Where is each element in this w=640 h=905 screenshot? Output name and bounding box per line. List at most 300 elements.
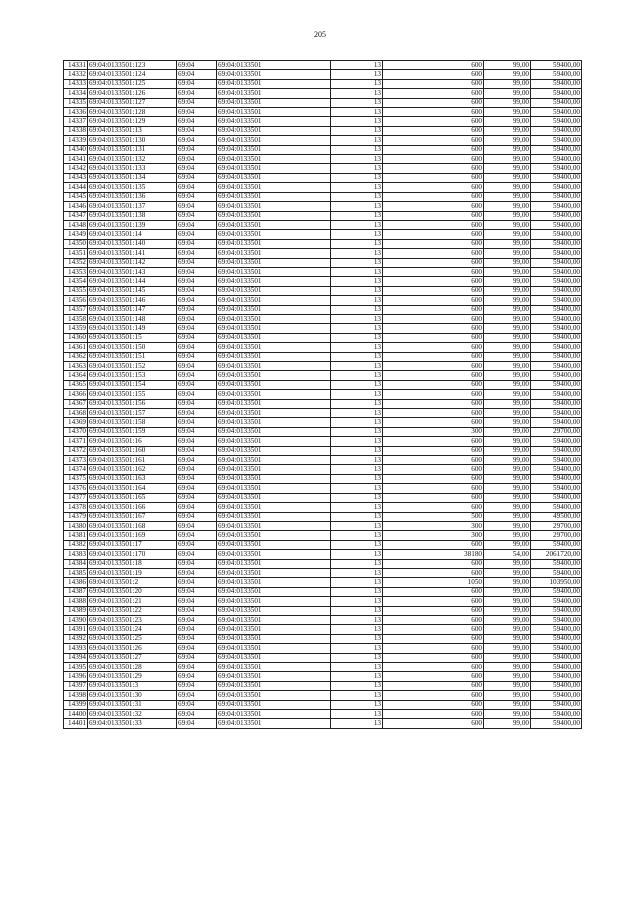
- table-row: [64, 61, 582, 70]
- group-code-cell: 13: [331, 456, 383, 465]
- cadastral-value-cell: 59400,00: [531, 136, 582, 145]
- district-code-cell: 69:04: [177, 512, 217, 521]
- group-code-cell: 13: [331, 343, 383, 352]
- row-number-cell: 14377: [64, 493, 88, 502]
- area-cell: 38180: [383, 550, 484, 559]
- row-number-cell: 14389: [64, 606, 88, 615]
- group-code-cell: 13: [331, 521, 383, 530]
- group-code-cell: 13: [331, 437, 383, 446]
- row-number-cell: 14391: [64, 625, 88, 634]
- group-code-cell: 13: [331, 267, 383, 276]
- table-row: [64, 155, 582, 164]
- unit-value-cell: 99,00: [484, 465, 531, 474]
- area-cell: 600: [383, 286, 484, 295]
- district-code-cell: 69:04: [177, 145, 217, 154]
- group-code-cell: 13: [331, 230, 383, 239]
- group-code-cell: 13: [331, 277, 383, 286]
- area-cell: 600: [383, 587, 484, 596]
- quarter-code-cell: 69:04:0133501: [217, 681, 331, 690]
- table-row: [64, 663, 582, 672]
- district-code-cell: 69:04: [177, 700, 217, 709]
- table-row: [64, 493, 582, 502]
- unit-value-cell: 99,00: [484, 587, 531, 596]
- group-code-cell: 13: [331, 89, 383, 98]
- quarter-code-cell: 69:04:0133501: [217, 663, 331, 672]
- area-cell: 600: [383, 710, 484, 719]
- cadastral-number-cell: 69:04:0133501:149: [88, 324, 177, 333]
- row-number-cell: 14367: [64, 399, 88, 408]
- district-code-cell: 69:04: [177, 427, 217, 436]
- group-code-cell: 13: [331, 249, 383, 258]
- row-number-cell: 14364: [64, 371, 88, 380]
- unit-value-cell: 99,00: [484, 634, 531, 643]
- quarter-code-cell: 69:04:0133501: [217, 493, 331, 502]
- cadastral-number-cell: 69:04:0133501:33: [88, 719, 177, 728]
- group-code-cell: 13: [331, 183, 383, 192]
- group-code-cell: 13: [331, 155, 383, 164]
- district-code-cell: 69:04: [177, 559, 217, 568]
- area-cell: 600: [383, 296, 484, 305]
- table-body: [64, 61, 582, 729]
- quarter-code-cell: 69:04:0133501: [217, 324, 331, 333]
- row-number-cell: 14382: [64, 540, 88, 549]
- group-code-cell: 13: [331, 296, 383, 305]
- row-number-cell: 14386: [64, 578, 88, 587]
- row-number-cell: 14374: [64, 465, 88, 474]
- cadastral-value-cell: 59400,00: [531, 267, 582, 276]
- area-cell: 600: [383, 625, 484, 634]
- cadastral-value-cell: 59400,00: [531, 409, 582, 418]
- quarter-code-cell: 69:04:0133501: [217, 155, 331, 164]
- cadastral-value-cell: 59400,00: [531, 634, 582, 643]
- district-code-cell: 69:04: [177, 409, 217, 418]
- area-cell: 600: [383, 597, 484, 606]
- table-row: [64, 390, 582, 399]
- quarter-code-cell: 69:04:0133501: [217, 521, 331, 530]
- cadastral-number-cell: 69:04:0133501:129: [88, 117, 177, 126]
- area-cell: 600: [383, 465, 484, 474]
- area-cell: 600: [383, 258, 484, 267]
- district-code-cell: 69:04: [177, 578, 217, 587]
- group-code-cell: 13: [331, 512, 383, 521]
- unit-value-cell: 99,00: [484, 173, 531, 182]
- area-cell: 600: [383, 108, 484, 117]
- row-number-cell: 14371: [64, 437, 88, 446]
- cadastral-number-cell: 69:04:0133501:127: [88, 98, 177, 107]
- area-cell: 600: [383, 644, 484, 653]
- cadastral-number-cell: 69:04:0133501:166: [88, 503, 177, 512]
- table-row: [64, 700, 582, 709]
- group-code-cell: 13: [331, 606, 383, 615]
- table-row: [64, 202, 582, 211]
- quarter-code-cell: 69:04:0133501: [217, 98, 331, 107]
- group-code-cell: 13: [331, 286, 383, 295]
- unit-value-cell: 99,00: [484, 286, 531, 295]
- row-number-cell: 14359: [64, 324, 88, 333]
- district-code-cell: 69:04: [177, 230, 217, 239]
- quarter-code-cell: 69:04:0133501: [217, 474, 331, 483]
- table-row: [64, 719, 582, 728]
- unit-value-cell: 99,00: [484, 672, 531, 681]
- unit-value-cell: 99,00: [484, 155, 531, 164]
- row-number-cell: 14373: [64, 456, 88, 465]
- cadastral-value-cell: 49500,00: [531, 512, 582, 521]
- table-row: [64, 418, 582, 427]
- table-row: [64, 314, 582, 323]
- group-code-cell: 13: [331, 663, 383, 672]
- unit-value-cell: 99,00: [484, 390, 531, 399]
- group-code-cell: 13: [331, 653, 383, 662]
- cadastral-value-cell: 59400,00: [531, 343, 582, 352]
- area-cell: 600: [383, 314, 484, 323]
- quarter-code-cell: 69:04:0133501: [217, 578, 331, 587]
- cadastral-value-cell: 59400,00: [531, 324, 582, 333]
- area-cell: 600: [383, 70, 484, 79]
- district-code-cell: 69:04: [177, 465, 217, 474]
- cadastral-number-cell: 69:04:0133501:22: [88, 606, 177, 615]
- row-number-cell: 14363: [64, 362, 88, 371]
- unit-value-cell: 99,00: [484, 427, 531, 436]
- area-cell: 600: [383, 249, 484, 258]
- cadastral-value-cell: 59400,00: [531, 145, 582, 154]
- unit-value-cell: 99,00: [484, 183, 531, 192]
- row-number-cell: 14350: [64, 239, 88, 248]
- quarter-code-cell: 69:04:0133501: [217, 625, 331, 634]
- group-code-cell: 13: [331, 333, 383, 342]
- area-cell: 600: [383, 277, 484, 286]
- cadastral-number-cell: 69:04:0133501:168: [88, 521, 177, 530]
- cadastral-number-cell: 69:04:0133501:28: [88, 663, 177, 672]
- table-row: [64, 239, 582, 248]
- row-number-cell: 14380: [64, 521, 88, 530]
- district-code-cell: 69:04: [177, 390, 217, 399]
- cadastral-value-cell: 59400,00: [531, 108, 582, 117]
- district-code-cell: 69:04: [177, 324, 217, 333]
- area-cell: 600: [383, 324, 484, 333]
- cadastral-number-cell: 69:04:0133501:144: [88, 277, 177, 286]
- row-number-cell: 14381: [64, 531, 88, 540]
- cadastral-number-cell: 69:04:0133501:3: [88, 681, 177, 690]
- row-number-cell: 14339: [64, 136, 88, 145]
- unit-value-cell: 99,00: [484, 305, 531, 314]
- cadastral-value-cell: 59400,00: [531, 230, 582, 239]
- district-code-cell: 69:04: [177, 681, 217, 690]
- cadastral-value-cell: 59400,00: [531, 362, 582, 371]
- table-row: [64, 380, 582, 389]
- row-number-cell: 14366: [64, 390, 88, 399]
- cadastral-value-cell: 59400,00: [531, 681, 582, 690]
- row-number-cell: 14394: [64, 653, 88, 662]
- area-cell: 600: [383, 653, 484, 662]
- area-cell: 600: [383, 211, 484, 220]
- row-number-cell: 14375: [64, 474, 88, 483]
- unit-value-cell: 99,00: [484, 249, 531, 258]
- cadastral-value-cell: 59400,00: [531, 98, 582, 107]
- quarter-code-cell: 69:04:0133501: [217, 427, 331, 436]
- quarter-code-cell: 69:04:0133501: [217, 710, 331, 719]
- table-row: [64, 427, 582, 436]
- row-number-cell: 14395: [64, 663, 88, 672]
- group-code-cell: 13: [331, 578, 383, 587]
- area-cell: 600: [383, 474, 484, 483]
- table-row: [64, 173, 582, 182]
- cadastral-value-cell: 59400,00: [531, 474, 582, 483]
- cadastral-number-cell: 69:04:0133501:19: [88, 568, 177, 577]
- table-row: [64, 220, 582, 229]
- unit-value-cell: 99,00: [484, 399, 531, 408]
- row-number-cell: 14362: [64, 352, 88, 361]
- table-row: [64, 362, 582, 371]
- cadastral-value-cell: 59400,00: [531, 719, 582, 728]
- group-code-cell: 13: [331, 465, 383, 474]
- unit-value-cell: 99,00: [484, 220, 531, 229]
- district-code-cell: 69:04: [177, 343, 217, 352]
- cadastral-value-cell: 59400,00: [531, 249, 582, 258]
- unit-value-cell: 99,00: [484, 503, 531, 512]
- area-cell: 600: [383, 333, 484, 342]
- area-cell: 600: [383, 183, 484, 192]
- quarter-code-cell: 69:04:0133501: [217, 296, 331, 305]
- district-code-cell: 69:04: [177, 663, 217, 672]
- unit-value-cell: 99,00: [484, 108, 531, 117]
- table-row: [64, 606, 582, 615]
- quarter-code-cell: 69:04:0133501: [217, 418, 331, 427]
- cadastral-number-cell: 69:04:0133501:136: [88, 192, 177, 201]
- cadastral-number-cell: 69:04:0133501:125: [88, 79, 177, 88]
- area-cell: 600: [383, 446, 484, 455]
- quarter-code-cell: 69:04:0133501: [217, 409, 331, 418]
- row-number-cell: 14335: [64, 98, 88, 107]
- area-cell: 600: [383, 239, 484, 248]
- area-cell: 600: [383, 164, 484, 173]
- unit-value-cell: 99,00: [484, 211, 531, 220]
- cadastral-value-cell: 59400,00: [531, 437, 582, 446]
- cadastral-value-cell: 59400,00: [531, 155, 582, 164]
- quarter-code-cell: 69:04:0133501: [217, 61, 331, 70]
- area-cell: 600: [383, 540, 484, 549]
- district-code-cell: 69:04: [177, 587, 217, 596]
- area-cell: 600: [383, 681, 484, 690]
- table-row: [64, 521, 582, 530]
- district-code-cell: 69:04: [177, 202, 217, 211]
- table-row: [64, 89, 582, 98]
- group-code-cell: 13: [331, 427, 383, 436]
- quarter-code-cell: 69:04:0133501: [217, 691, 331, 700]
- cadastral-value-cell: 2061720,00: [531, 550, 582, 559]
- row-number-cell: 14336: [64, 108, 88, 117]
- group-code-cell: 13: [331, 597, 383, 606]
- cadastral-value-table: [63, 60, 582, 729]
- row-number-cell: 14378: [64, 503, 88, 512]
- table-row: [64, 286, 582, 295]
- table-row: [64, 710, 582, 719]
- quarter-code-cell: 69:04:0133501: [217, 173, 331, 182]
- district-code-cell: 69:04: [177, 399, 217, 408]
- cadastral-value-cell: 59400,00: [531, 70, 582, 79]
- district-code-cell: 69:04: [177, 98, 217, 107]
- cadastral-value-cell: 59400,00: [531, 305, 582, 314]
- quarter-code-cell: 69:04:0133501: [217, 267, 331, 276]
- quarter-code-cell: 69:04:0133501: [217, 503, 331, 512]
- cadastral-value-cell: 59400,00: [531, 183, 582, 192]
- area-cell: 600: [383, 672, 484, 681]
- area-cell: 600: [383, 79, 484, 88]
- cadastral-number-cell: 69:04:0133501:150: [88, 343, 177, 352]
- quarter-code-cell: 69:04:0133501: [217, 512, 331, 521]
- group-code-cell: 13: [331, 117, 383, 126]
- row-number-cell: 14393: [64, 644, 88, 653]
- area-cell: 600: [383, 362, 484, 371]
- quarter-code-cell: 69:04:0133501: [217, 587, 331, 596]
- row-number-cell: 14341: [64, 155, 88, 164]
- table-row: [64, 108, 582, 117]
- cadastral-value-cell: 59400,00: [531, 484, 582, 493]
- row-number-cell: 14400: [64, 710, 88, 719]
- row-number-cell: 14352: [64, 258, 88, 267]
- table-row: [64, 597, 582, 606]
- area-cell: 600: [383, 352, 484, 361]
- table-row: [64, 531, 582, 540]
- cadastral-number-cell: 69:04:0133501:137: [88, 202, 177, 211]
- district-code-cell: 69:04: [177, 493, 217, 502]
- unit-value-cell: 99,00: [484, 700, 531, 709]
- row-number-cell: 14361: [64, 343, 88, 352]
- district-code-cell: 69:04: [177, 437, 217, 446]
- unit-value-cell: 99,00: [484, 324, 531, 333]
- row-number-cell: 14370: [64, 427, 88, 436]
- group-code-cell: 13: [331, 324, 383, 333]
- group-code-cell: 13: [331, 126, 383, 135]
- quarter-code-cell: 69:04:0133501: [217, 314, 331, 323]
- cadastral-value-cell: 59400,00: [531, 192, 582, 201]
- row-number-cell: 14337: [64, 117, 88, 126]
- group-code-cell: 13: [331, 540, 383, 549]
- quarter-code-cell: 69:04:0133501: [217, 597, 331, 606]
- cadastral-number-cell: 69:04:0133501:157: [88, 409, 177, 418]
- cadastral-value-cell: 59400,00: [531, 202, 582, 211]
- unit-value-cell: 99,00: [484, 333, 531, 342]
- area-cell: 600: [383, 192, 484, 201]
- area-cell: 600: [383, 89, 484, 98]
- cadastral-number-cell: 69:04:0133501:146: [88, 296, 177, 305]
- area-cell: 600: [383, 136, 484, 145]
- row-number-cell: 14396: [64, 672, 88, 681]
- table-row: [64, 249, 582, 258]
- unit-value-cell: 99,00: [484, 625, 531, 634]
- area-cell: 600: [383, 503, 484, 512]
- cadastral-number-cell: 69:04:0133501:31: [88, 700, 177, 709]
- cadastral-value-cell: 59400,00: [531, 352, 582, 361]
- row-number-cell: 14387: [64, 587, 88, 596]
- quarter-code-cell: 69:04:0133501: [217, 79, 331, 88]
- group-code-cell: 13: [331, 145, 383, 154]
- quarter-code-cell: 69:04:0133501: [217, 362, 331, 371]
- district-code-cell: 69:04: [177, 352, 217, 361]
- table-row: [64, 343, 582, 352]
- cadastral-value-cell: 59400,00: [531, 286, 582, 295]
- quarter-code-cell: 69:04:0133501: [217, 352, 331, 361]
- cadastral-number-cell: 69:04:0133501:169: [88, 531, 177, 540]
- table-row: [64, 267, 582, 276]
- district-code-cell: 69:04: [177, 79, 217, 88]
- area-cell: 600: [383, 145, 484, 154]
- row-number-cell: 14346: [64, 202, 88, 211]
- group-code-cell: 13: [331, 305, 383, 314]
- table-row: [64, 578, 582, 587]
- group-code-cell: 13: [331, 484, 383, 493]
- table-row: [64, 79, 582, 88]
- cadastral-number-cell: 69:04:0133501:140: [88, 239, 177, 248]
- cadastral-value-cell: 59400,00: [531, 371, 582, 380]
- table-row: [64, 117, 582, 126]
- quarter-code-cell: 69:04:0133501: [217, 615, 331, 624]
- cadastral-value-cell: 59400,00: [531, 380, 582, 389]
- district-code-cell: 69:04: [177, 550, 217, 559]
- quarter-code-cell: 69:04:0133501: [217, 230, 331, 239]
- district-code-cell: 69:04: [177, 606, 217, 615]
- district-code-cell: 69:04: [177, 286, 217, 295]
- area-cell: 600: [383, 230, 484, 239]
- row-number-cell: 14399: [64, 700, 88, 709]
- cadastral-number-cell: 69:04:0133501:17: [88, 540, 177, 549]
- table-row: [64, 399, 582, 408]
- area-cell: 300: [383, 531, 484, 540]
- group-code-cell: 13: [331, 61, 383, 70]
- quarter-code-cell: 69:04:0133501: [217, 446, 331, 455]
- cadastral-value-cell: 59400,00: [531, 220, 582, 229]
- quarter-code-cell: 69:04:0133501: [217, 305, 331, 314]
- row-number-cell: 14392: [64, 634, 88, 643]
- cadastral-value-cell: 59400,00: [531, 239, 582, 248]
- cadastral-number-cell: 69:04:0133501:161: [88, 456, 177, 465]
- unit-value-cell: 99,00: [484, 606, 531, 615]
- table-row: [64, 625, 582, 634]
- table-row: [64, 371, 582, 380]
- district-code-cell: 69:04: [177, 625, 217, 634]
- quarter-code-cell: 69:04:0133501: [217, 70, 331, 79]
- quarter-code-cell: 69:04:0133501: [217, 108, 331, 117]
- district-code-cell: 69:04: [177, 710, 217, 719]
- unit-value-cell: 99,00: [484, 710, 531, 719]
- cadastral-number-cell: 69:04:0133501:29: [88, 672, 177, 681]
- group-code-cell: 13: [331, 399, 383, 408]
- group-code-cell: 13: [331, 418, 383, 427]
- cadastral-number-cell: 69:04:0133501:25: [88, 634, 177, 643]
- unit-value-cell: 99,00: [484, 681, 531, 690]
- table-row: [64, 70, 582, 79]
- unit-value-cell: 99,00: [484, 719, 531, 728]
- cadastral-number-cell: 69:04:0133501:156: [88, 399, 177, 408]
- unit-value-cell: 99,00: [484, 258, 531, 267]
- table-row: [64, 672, 582, 681]
- row-number-cell: 14349: [64, 230, 88, 239]
- district-code-cell: 69:04: [177, 305, 217, 314]
- quarter-code-cell: 69:04:0133501: [217, 333, 331, 342]
- group-code-cell: 13: [331, 371, 383, 380]
- cadastral-value-cell: 59400,00: [531, 61, 582, 70]
- area-cell: 600: [383, 267, 484, 276]
- quarter-code-cell: 69:04:0133501: [217, 126, 331, 135]
- cadastral-number-cell: 69:04:0133501:126: [88, 89, 177, 98]
- row-number-cell: 14365: [64, 380, 88, 389]
- district-code-cell: 69:04: [177, 446, 217, 455]
- table-row: [64, 324, 582, 333]
- group-code-cell: 13: [331, 314, 383, 323]
- district-code-cell: 69:04: [177, 183, 217, 192]
- group-code-cell: 13: [331, 719, 383, 728]
- table-row: [64, 653, 582, 662]
- cadastral-value-cell: 59400,00: [531, 587, 582, 596]
